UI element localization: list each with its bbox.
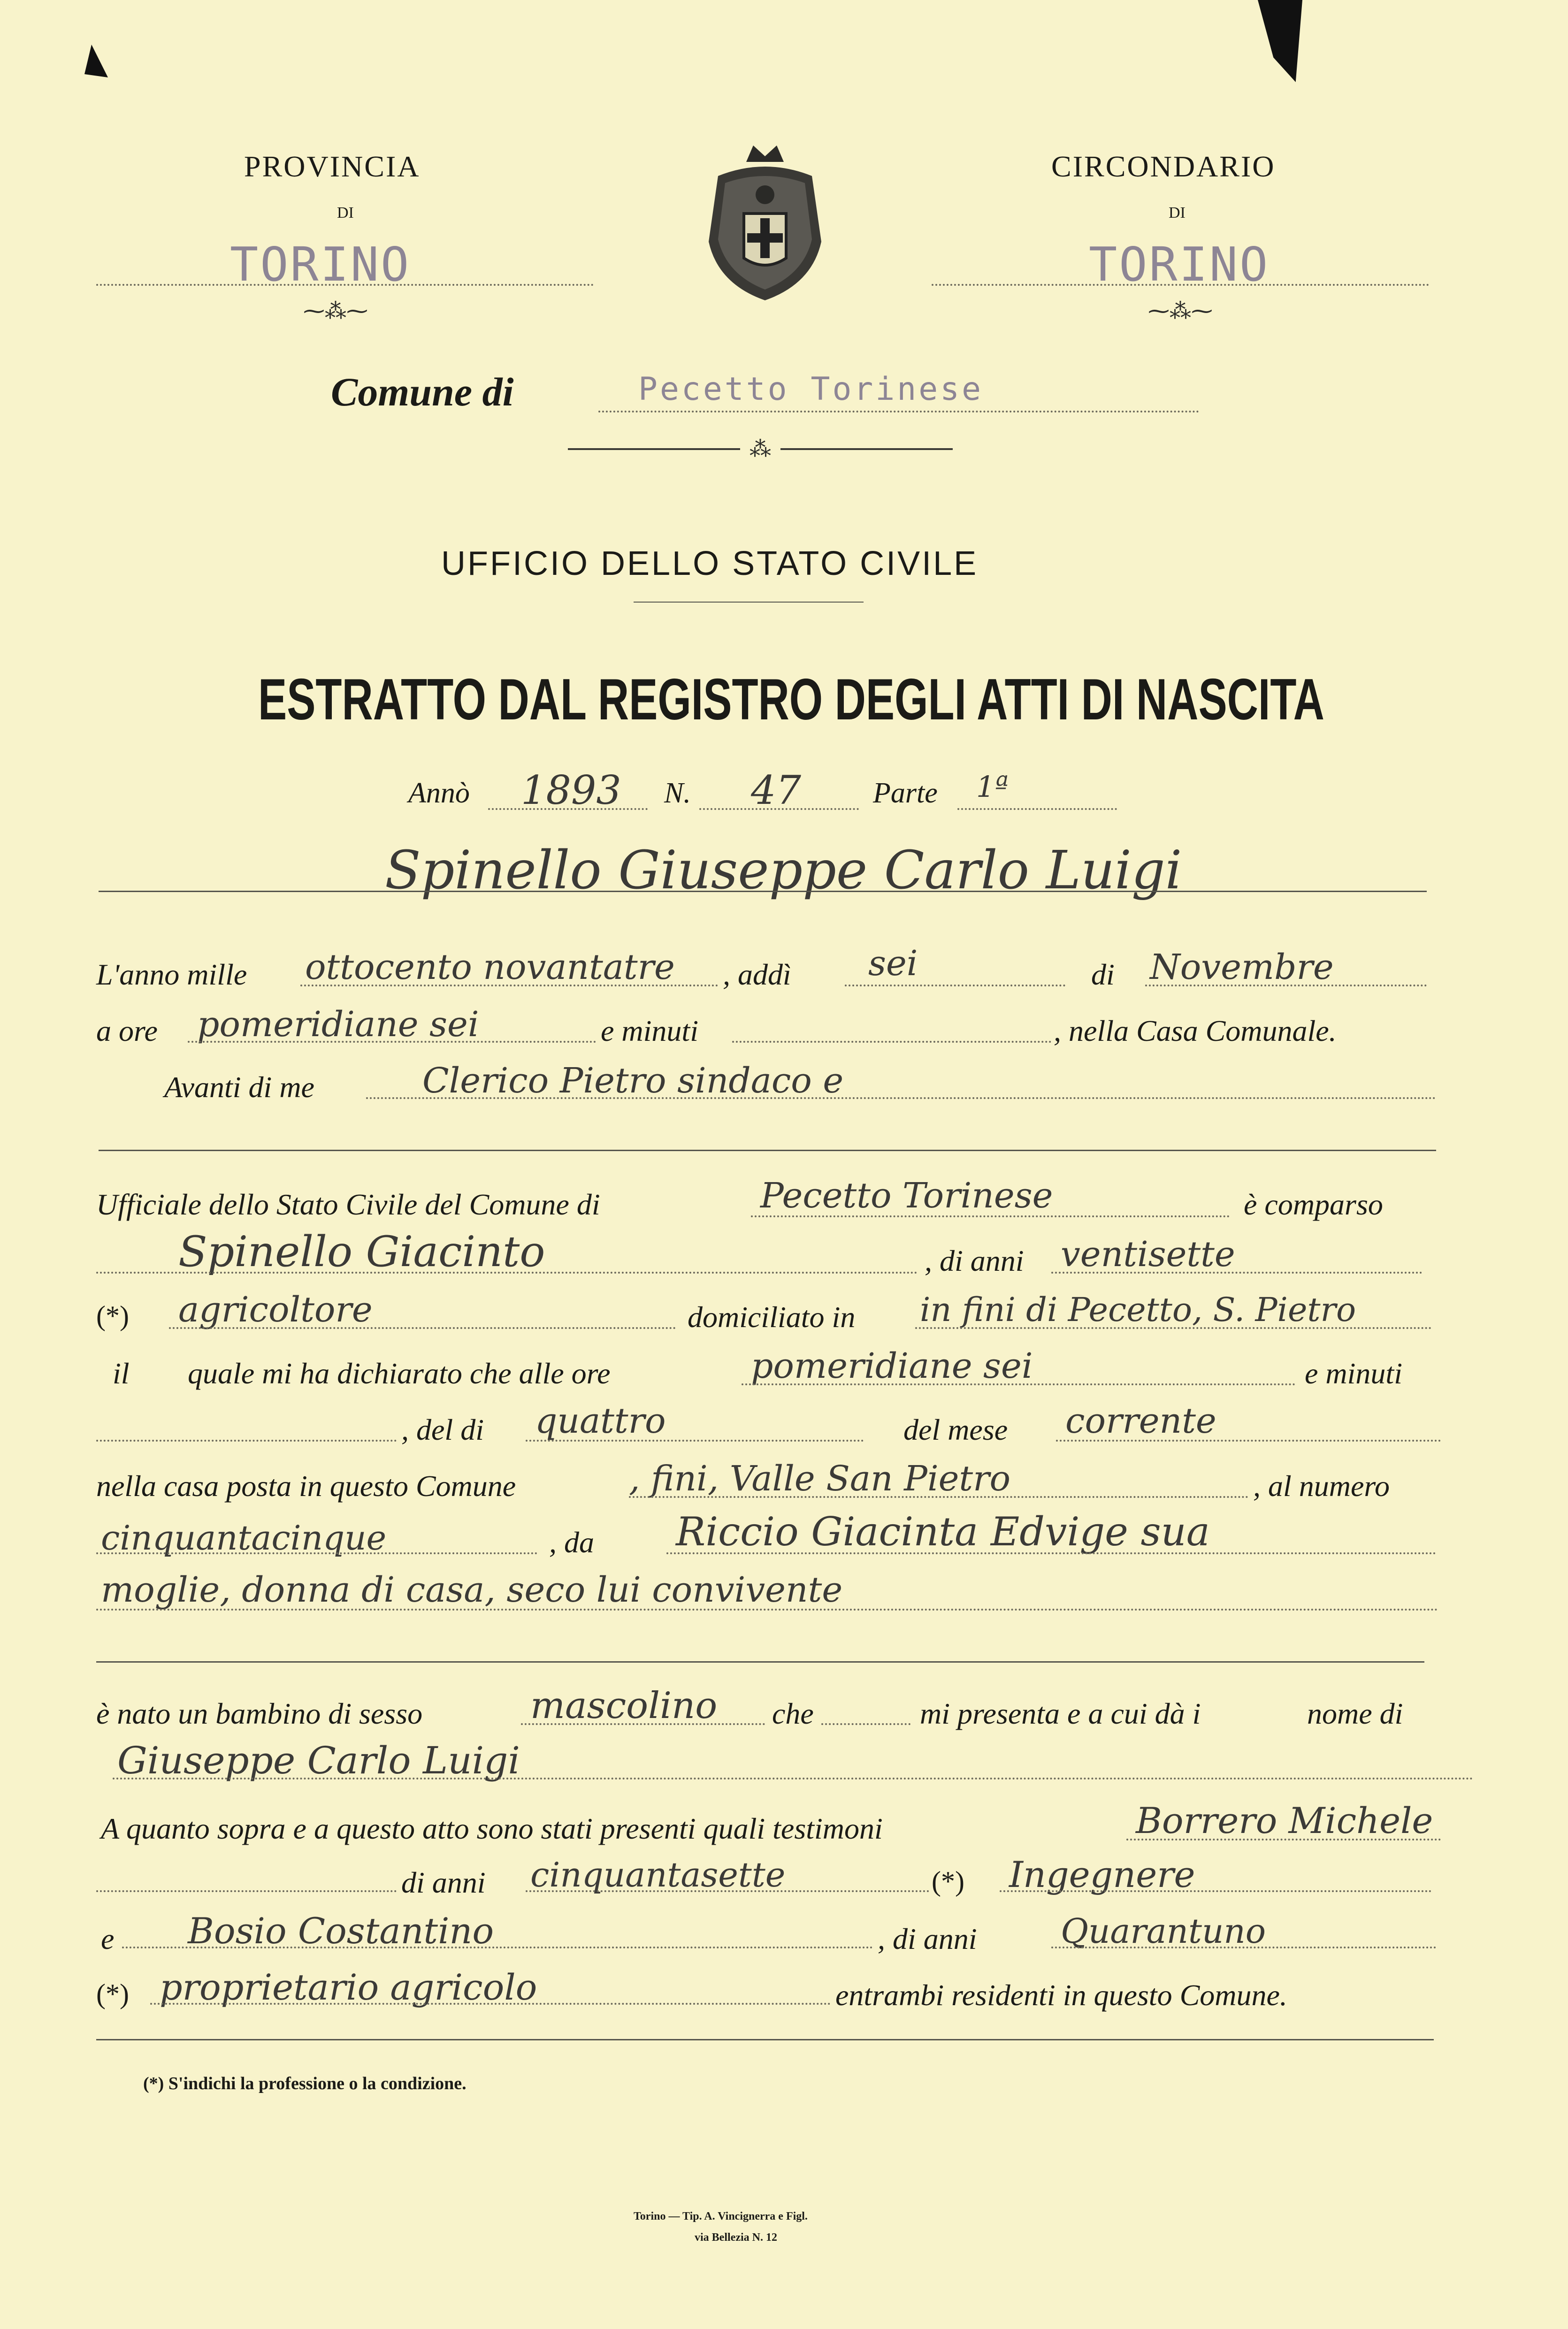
text-l7b: quale mi ha dichiarato che alle ore <box>188 1357 611 1390</box>
hw-birth-month: corrente <box>1065 1401 1216 1441</box>
circondario-di: DI <box>1169 204 1186 221</box>
text-l7a: il <box>113 1357 130 1390</box>
hw-declarant: Spinello Giacinto <box>178 1227 545 1276</box>
circondario-stamp: TORINO <box>1089 237 1270 292</box>
text-l17a: (*) <box>96 1978 129 2009</box>
hw-year-words: ottocento novantatre <box>305 947 675 987</box>
text-l14a: A quanto sopra e a questo atto sono stati presenti quali testimoni <box>101 1812 883 1845</box>
corner-tear-mark <box>1258 0 1302 82</box>
registrant-name: Spinello Giuseppe Carlo Luigi <box>385 840 1182 901</box>
provincia-line <box>96 284 594 286</box>
hw-witness1-age: cinquantasette <box>530 1855 786 1894</box>
n-label: N. <box>664 777 691 809</box>
hw-officer: Clerico Pietro sindaco e <box>422 1061 844 1101</box>
printer-imprint-line1: Torino — Tip. A. Vincignerra e Figl. <box>634 2210 808 2222</box>
hw-month: Novembre <box>1150 947 1334 987</box>
n-value: 47 <box>751 767 801 813</box>
text-l1c: di <box>1091 958 1115 991</box>
text-l12c: mi presenta e a cui dà i <box>920 1697 1201 1730</box>
flourish-left: ⁓⁂⁓ <box>303 298 368 323</box>
footnote: (*) S'indichi la professione o la condizione. <box>143 2074 467 2093</box>
circondario-label: CIRCONDARIO <box>1051 150 1276 183</box>
text-l8a: , del di <box>401 1413 484 1446</box>
hw-birth-day: quattro <box>535 1401 666 1441</box>
text-l3a: Avanti di me <box>164 1070 314 1104</box>
corner-ink-mark <box>84 45 108 77</box>
text-l6a: (*) <box>96 1300 129 1331</box>
flourish-comune: ⁂ <box>568 439 953 450</box>
office-title: UFFICIO DELLO STATO CIVILE <box>441 545 979 582</box>
hw-sex: mascolino <box>530 1685 718 1727</box>
name-rule <box>99 891 1427 892</box>
circondario-line <box>932 284 1429 286</box>
provincia-stamp: TORINO <box>230 237 411 292</box>
hw-witness1: Borrero Michele <box>1136 1800 1433 1841</box>
hw-witness2-age: Quarantuno <box>1061 1911 1266 1951</box>
text-l7c: e minuti <box>1305 1357 1402 1390</box>
anno-label: Annò <box>408 777 470 809</box>
text-l10a: , da <box>549 1526 594 1559</box>
hw-domicile: in fini di Pecetto, S. Pietro <box>920 1290 1356 1329</box>
flourish-right: ⁓⁂⁓ <box>1148 298 1213 323</box>
hw-comune: Pecetto Torinese <box>760 1176 1053 1216</box>
text-l2a: a ore <box>96 1014 158 1047</box>
comune-stamp: Pecetto Torinese <box>638 371 984 408</box>
text-l16b: , di anni <box>878 1922 977 1955</box>
hw-mother-desc: moglie, donna di casa, seco lui convivente <box>101 1570 843 1610</box>
text-l2b: e minuti <box>601 1014 698 1047</box>
hw-child-names: Giuseppe Carlo Luigi <box>117 1739 520 1782</box>
hw-house-number: cinquantacinque <box>101 1518 387 1558</box>
coat-of-arms-icon <box>699 143 831 305</box>
hw-mother: Riccio Giacinta Edvige sua <box>676 1509 1210 1555</box>
comune-label: Comune di <box>331 369 514 414</box>
hw-hour: pomeridiane sei <box>197 1004 479 1045</box>
hw-declarant-age: ventisette <box>1061 1234 1235 1275</box>
anno-value: 1893 <box>521 767 621 813</box>
text-l16a: e <box>101 1922 115 1955</box>
text-l9b: , al numero <box>1253 1469 1390 1503</box>
provincia-label: PROVINCIA <box>244 150 421 183</box>
text-l1a: L'anno mille <box>96 958 247 991</box>
hw-day: sei <box>868 943 918 984</box>
hw-profession: agricoltore <box>178 1290 373 1330</box>
text-l6b: domiciliato in <box>688 1300 856 1334</box>
text-l2c: , nella Casa Comunale. <box>1054 1014 1337 1047</box>
office-underline <box>634 602 864 603</box>
hw-witness1-profession: Ingegnere <box>1009 1854 1195 1895</box>
hw-witness2-profession: proprietario agricolo <box>160 1966 537 2008</box>
document-title: ESTRATTO DAL REGISTRO DEGLI ATTI DI NASCITA <box>258 667 1324 732</box>
parte-label: Parte <box>873 777 938 809</box>
text-l4b: è comparso <box>1244 1188 1383 1221</box>
hw-witness2: Bosio Costantino <box>188 1910 494 1952</box>
text-l17b: entrambi residenti in questo Comune. <box>835 1978 1287 2012</box>
text-l15a: di anni <box>401 1866 486 1899</box>
text-l12d: nome di <box>1307 1697 1403 1730</box>
text-l12b: che <box>772 1697 814 1730</box>
text-l4a: Ufficiale dello Stato Civile del Comune di <box>96 1188 600 1221</box>
parte-value: 1ª <box>976 770 1009 804</box>
text-l15b: (*) <box>932 1866 964 1897</box>
text-l12a: è nato un bambino di sesso <box>96 1697 423 1730</box>
text-l1b: , addì <box>723 958 791 991</box>
text-l8b: del mese <box>903 1413 1008 1446</box>
hw-address: , fini, Valle San Pietro <box>629 1458 1011 1499</box>
printer-imprint-line2: via Bellezia N. 12 <box>695 2231 777 2244</box>
hw-decl-hour: pomeridiane sei <box>751 1346 1033 1386</box>
comune-line <box>598 411 1199 412</box>
text-l5a: , di anni <box>925 1244 1024 1277</box>
provincia-di: DI <box>337 204 354 221</box>
text-l9a: nella casa posta in questo Comune <box>96 1469 516 1503</box>
